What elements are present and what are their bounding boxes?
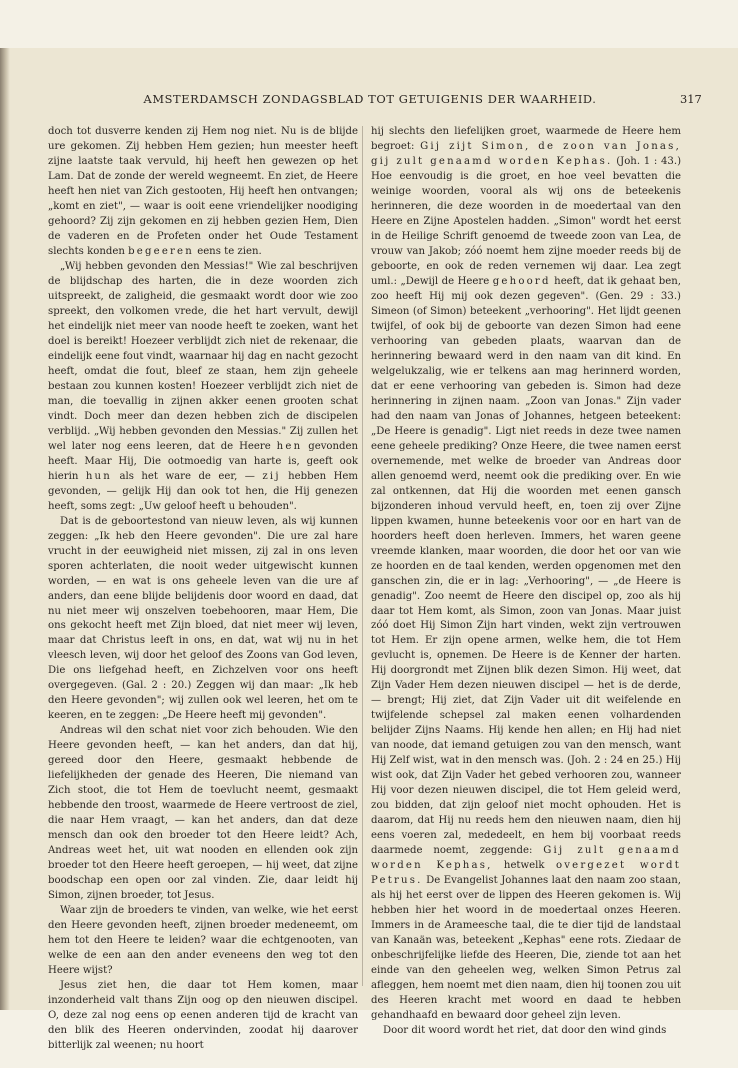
paragraph: hij slechts den liefelijken groet, waarmede de Heere hem begroet: Gij zijt Simon, de zoon van Jonas, gij zult genaamd worden Kephas. (Joh. 1 : 43.) Hoe eenvoudig is die groet, en hoe veel bevatten die weinige woorden, vooral als wij ons de beteekenis herinneren, die deze woorden in de moedertaal van den Heere en Zijne Apostelen hadden. „Simon" wordt het eerst in de Heilige Schrift genoemd de tweede zoon van Lea, de vrouw van Jakob; zóó noemt hem zijne moeder reeds bij de geboorte, en ook de reden vernemen wij daar. Lea zegt uml.: „Dewijl de Heere gehoord heeft, dat ik gehaat ben, zoo heeft Hij mij ook dezen gegeven". (Gen. 29 : 33.) Simeon (of Simon) beteekent „verhooring". Het lijdt geenen twijfel, of ook bij de geboorte van dezen Simon had eene verhooring van gebeden plaats, waarvan dan de herinnering bewaard werd in den naam van dit kind. En welgelukzalig, wie er telkens aan mag herinnerd worden, dat er eene verhooring van gebeden is. Simon had deze herinnering in zijnen naam. „Zoon van Jonas." Zijn vader had den naam van Jonas of Johannes, hetgeen beteekent: „De Heere is genadig". Ligt niet reeds in deze twee namen eene geheele prediking? Onze Heere, die twee namen eerst overnemende, met welke de broeder van Andreas door allen genoemd werd, neemt ook die prediking over. En wie zal ontkennen, dat Hij die woorden met eenen gansch bijzonderen inhoud vervuld heeft, en, toen zij over Zijne lippen kwamen, hunne beteekenis voor oor en hart van de hoorders heeft doen herleven. Immers, het waren geene vreemde klanken, maar woorden, die door het oor van wie ze hoorden en de taal kenden, werden opgenomen met den ganschen zin, die er in lag: „Verhooring", — „de Heere is genadig". Zoo neemt de Heere den discipel op, zoo als hij daar tot Hem komt, als Simon, zoon van Jonas. Maar juist zóó doet Hij Simon Zijn hart vinden, wekt zijn vertrouwen tot Hem. Er zijn opene armen, welke hem, die tot Hem gevlucht is, opnemen. De Heere is de Kenner der harten. Hij doorgrondt met Zijnen blik dezen Simon. Hij weet, dat Zijn Vader Hem dezen nieuwen discipel — het is de derde, — brengt; Hij ziet, dat Zijn Vader uit dit weifelende en twijfelende schepsel zal maken eenen volhardenden belijder Zijns Naams. Hij kende hen allen; en Hij had niet van noode, dat iemand getuigen zou van den mensch, want Hij Zelf wist, wat in den mensch was. (Joh. 2 : 24 en 25.) Hij wist ook, dat Zijn Vader het gebed verhooren zou, wanneer Hij voor dezen nieuwen discipel, die tot Hem geleid werd, zou bidden, dat zijn geloof niet mocht ophouden. Het is daarom, dat Hij nu reeds hem den nieuwen naam, dien hij eens voeren zal, mededeelt, en hem bij voorbaat reeds daarmede noemt, zeggende: Gij zult genaamd worden Kephas, hetwelk overgezet wordt Petrus. De Evangelist Johannes laat den naam zoo staan, als hij het eerst over de lippen des Heeren gekomen is. Wij hebben hier het woord in de moedertaal onzes Heeren. Immers in de Arameesche taal, die te dier tijd de landstaal van Kanaän was, beteekent „Kephas" eene rots. Ziedaar de onbeschrijfelijke liefde des Heeren, Die, ziende tot aan het einde van den geheelen weg, welken Simon Petrus zal afleggen, hem noemt met dien naam, dien hij toonen zou uit des Heeren kracht met woord en daad te hebben gehandhaafd en bewaard door geheel zijn leven. [371, 126, 682, 1022]
page-number: 317 [680, 92, 702, 106]
paragraph: doch tot dusverre kenden zij Hem nog niet. Nu is de blijde ure gekomen. Zij hebben Hem gezien; hun meester heeft zijne laatste taak vervuld, hij heeft hen gewezen op het Lam. Dat de zonde der wereld wegneemt. En ziet, de Heere heeft hen niet van Zich gestooten, Hij heeft hen ontvangen; „komt en ziet", — waar is ooit eene vriendelijker noodiging gehoord? Zij zijn gekomen en zij hebben gezien Hem, Dien de vaderen en de Profeten onder het Oude Testament slechts konden begeeren eens te zien. [48, 126, 358, 257]
paragraph: Dat is de geboortestond van nieuw leven, als wij kunnen zeggen: „Ik heb den Heere gevonden". Die ure zal hare vrucht in der eeuwigheid niet missen, zij zal in ons leven sporen achterlaten, die nooit weder uitgewischt kunnen worden, — en wat is ons geheele leven van die ure af anders, dan eene blijde belijdenis door woord en daad, dat nu niet meer wij onszelven toebehooren, maar Hem, Die ons gekocht heeft met Zijn bloed, dat niet meer wij leven, maar dat Christus leeft in ons, en dat, wat wij nu in het vleesch leven, wij door het geloof des Zoons van God leven, Die ons liefgehad heeft, en Zichzelven voor ons heeft overgegeven. (Gal. 2 : 20.) Zeggen wij dan maar: „Ik heb den Heere gevonden"; wij zullen ook wel leeren, het om te keeren, en te zeggen: „De Heere heeft mij gevonden". [48, 515, 358, 722]
paragraph: Jesus ziet hen, die daar tot Hem komen, maar inzonderheid valt thans Zijn oog op den nieuwen discipel. O, deze zal nog eens op eenen anderen tijd de kracht van den blik des Heeren ondervinden, zoodat hij daarover bitterlijk zal weenen; nu hoort [48, 980, 358, 1052]
paragraph: Andreas wil den schat niet voor zich behouden. Wie den Heere gevonden heeft, — kan het anders, dan dat hij, gereed door den Heere, gesmaakt hebbende de liefelijkheden der genade des Heeren, Die niemand van Zich stoot, die tot Hem de toevlucht neemt, gesmaakt hebbende den troost, waarmede de Heere vertroost de ziel, die naar Hem vraagt, — kan het anders, dan dat deze mensch dan ook den broeder tot den Heere leidt? Ach, Andreas weet het, uit wat nooden en ellenden ook zijn broeder tot den Heere heeft geroepen, — hij weet, dat zijne boodschap een open oor zal vinden. Zie, daar leidt hij Simon, zijnen broeder, tot Jesus. [48, 725, 358, 902]
column-divider [362, 126, 363, 986]
paragraph: Door dit woord wordt het riet, dat door den wind ginds [383, 1025, 667, 1037]
book-spine-shadow [0, 48, 10, 1010]
paragraph: Waar zijn de broeders te vinden, van welke, wie het eerst den Heere gevonden heeft, zijnen broeder medeneemt, om hem tot den Heere te leiden? waar die echtgenooten, van welke de een aan den ander eveneens den weg tot den Heere wijst? [48, 905, 358, 977]
running-header: AMSTERDAMSCH ZONDAGSBLAD TOT GETUIGENIS DER WAARHEID. [143, 92, 597, 106]
right-column [371, 125, 681, 1039]
left-column [48, 125, 358, 1054]
paragraph: „Wij hebben gevonden den Messias!" Wie zal beschrijven de blijdschap des harten, die in deze woorden zich uitspreekt, de zaligheid, die gesmaakt wordt door wie zoo spreekt, den volkomen vrede, die het hart vervult, dewijl het eindelijk niet meer van noode heeft te zoeken, want het doel is bereikt! Hoezeer verblijdt zich niet de rekenaar, die eindelijk eene fout vindt, waarnaar hij dag en nacht gezocht heeft, omdat die fout, bleef ze staan, hem zijn geheele bestaan zou kunnen kosten! Hoezeer verblijdt zich niet de man, die toevallig in zijnen akker eenen grooten schat vindt. Doch meer dan dezen hebben zich de discipelen verblijd. „Wij hebben gevonden den Messias." Zij zullen het wel later nog eens leeren, dat de Heere hen gevonden heeft. Maar Hij, Die ootmoedig van harte is, geeft ook hierin hun als het ware de eer, — zij hebben Hem gevonden, — gelijk Hij dan ook tot hen, die Hij genezen heeft, soms zegt: „Uw geloof heeft u behouden". [48, 260, 359, 512]
